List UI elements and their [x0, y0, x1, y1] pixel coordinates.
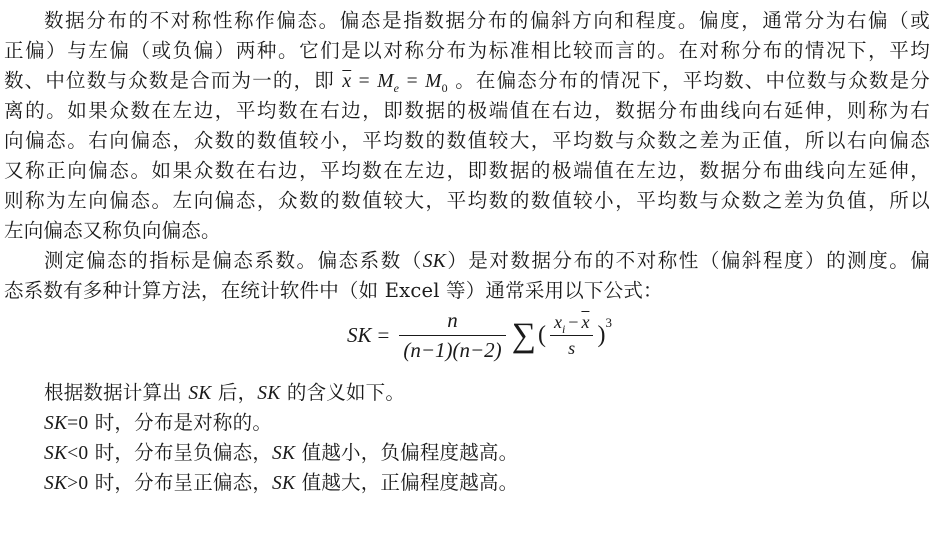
- standardized-denominator: s: [568, 338, 576, 358]
- paragraph1-line-8: 左向偏态又称负向偏态。: [4, 219, 221, 242]
- item-positive-text-b: 值越大，正偏程度越高。: [301, 471, 519, 494]
- interpretation-item-positive: [4, 468, 930, 498]
- formula-block: [4, 306, 930, 378]
- median-letter: M: [377, 71, 394, 92]
- item-positive-sk-2: SK: [272, 473, 296, 494]
- cube-exponent: 3: [605, 314, 612, 330]
- interpretation-item-negative: [4, 438, 930, 468]
- coefficient-denominator: (n−1)(n−2): [403, 338, 502, 362]
- paragraph2-line-1-text-b: ）是对数据分布的不对称性（偏斜程度）的测度。偏: [445, 249, 930, 272]
- formula-lhs: SK: [347, 323, 372, 347]
- equals-sign-2: =: [406, 71, 418, 92]
- paragraph2-line-1: [4, 246, 930, 276]
- paragraph1-line-7: 则称为左向偏态。左向偏态，众数的数值较大，平均数的数值较小，平均数与众数之差为负值，所以: [4, 189, 930, 212]
- standardized-numerator: [550, 312, 594, 335]
- paragraph1-line-4: 离的。如果众数在左边，平均数在右边，即数据的极端值在右边，数据分布曲线向右延伸，则称为右: [4, 99, 930, 122]
- item-negative-cond: <0: [67, 443, 89, 464]
- item-zero-sk: SK: [44, 413, 68, 434]
- item-negative-sk: SK: [44, 443, 68, 464]
- inner-minus: −: [568, 312, 579, 332]
- item-positive-text-a: 时，分布呈正偏态，: [94, 471, 273, 494]
- intro-text-b: 后，: [217, 381, 258, 404]
- close-paren: ): [597, 322, 606, 348]
- intro-text-a: 根据数据计算出: [44, 381, 182, 404]
- inner-mean: $\overline{x}$: [581, 312, 590, 332]
- interpretation-intro: [4, 378, 930, 408]
- coefficient-numerator: n: [447, 308, 458, 332]
- item-positive-sk: SK: [44, 473, 68, 494]
- mode-subscript: 0: [441, 81, 448, 95]
- xi-subscript: i: [561, 322, 566, 336]
- skewness-formula: [347, 308, 612, 363]
- equals-sign: =: [358, 71, 370, 92]
- interpretation-item-zero: [4, 408, 930, 438]
- document-page: [4, 6, 930, 498]
- mean-symbol: $\overline{x}$: [342, 71, 352, 92]
- sk-symbol: SK: [422, 251, 446, 272]
- item-negative-text-b: 值越小，负偏程度越高。: [301, 441, 519, 464]
- standardized-fraction: [550, 312, 594, 359]
- intro-sk-2: SK: [257, 383, 281, 404]
- item-negative-sk-2: SK: [272, 443, 296, 464]
- item-zero-cond: =0: [67, 413, 89, 434]
- open-paren: (: [537, 322, 546, 348]
- paragraph2-line-1-text-a: 测定偏态的指标是偏态系数。偏态系数（: [44, 249, 423, 272]
- intro-sk-1: SK: [188, 383, 212, 404]
- paragraph1-line-3: [4, 66, 930, 96]
- xi-letter: x: [553, 312, 562, 332]
- paragraph1-line-6: 又称正向偏态。如果众数在右边，平均数在左边，即数据的极端值在左边，数据分布曲线向左延伸，: [4, 159, 930, 182]
- paragraph1-line-2: 正偏）与左偏（或负偏）两种。它们是以对称分布为标准相比较而言的。在对称分布的情况下，平均: [4, 39, 930, 62]
- paragraph1-line-5: 向偏态。右向偏态，众数的数值较小，平均数的数值较大，平均数与众数之差为正值，所以右向偏态: [4, 129, 930, 152]
- intro-text-c: 的含义如下。: [286, 381, 406, 404]
- summation-sign: ∑: [511, 316, 536, 354]
- formula-coefficient-fraction: [399, 308, 505, 363]
- item-zero-text: 时，分布是对称的。: [94, 411, 273, 434]
- mode-letter: M: [425, 71, 442, 92]
- paragraph2-line-2: 态系数有多种计算方法，在统计软件中（如 Excel 等）通常采用以下公式：: [4, 279, 663, 302]
- formula-equals: =: [377, 323, 390, 347]
- paragraph1-line-1: 数据分布的不对称性称作偏态。偏态是指数据分布的偏斜方向和程度。偏度，通常分为右偏（或: [44, 9, 930, 32]
- item-positive-cond: >0: [67, 473, 89, 494]
- mode-symbol: [425, 71, 448, 95]
- paragraph1-line-3-text-b: 。在偏态分布的情况下，平均数、中位数与众数是分: [455, 69, 930, 92]
- median-subscript: e: [393, 81, 400, 95]
- paragraph1-line-3-text-a: 数、中位数与众数是合而为一的，即: [4, 69, 335, 92]
- item-negative-text-a: 时，分布呈负偏态，: [94, 441, 273, 464]
- median-symbol: [377, 71, 400, 95]
